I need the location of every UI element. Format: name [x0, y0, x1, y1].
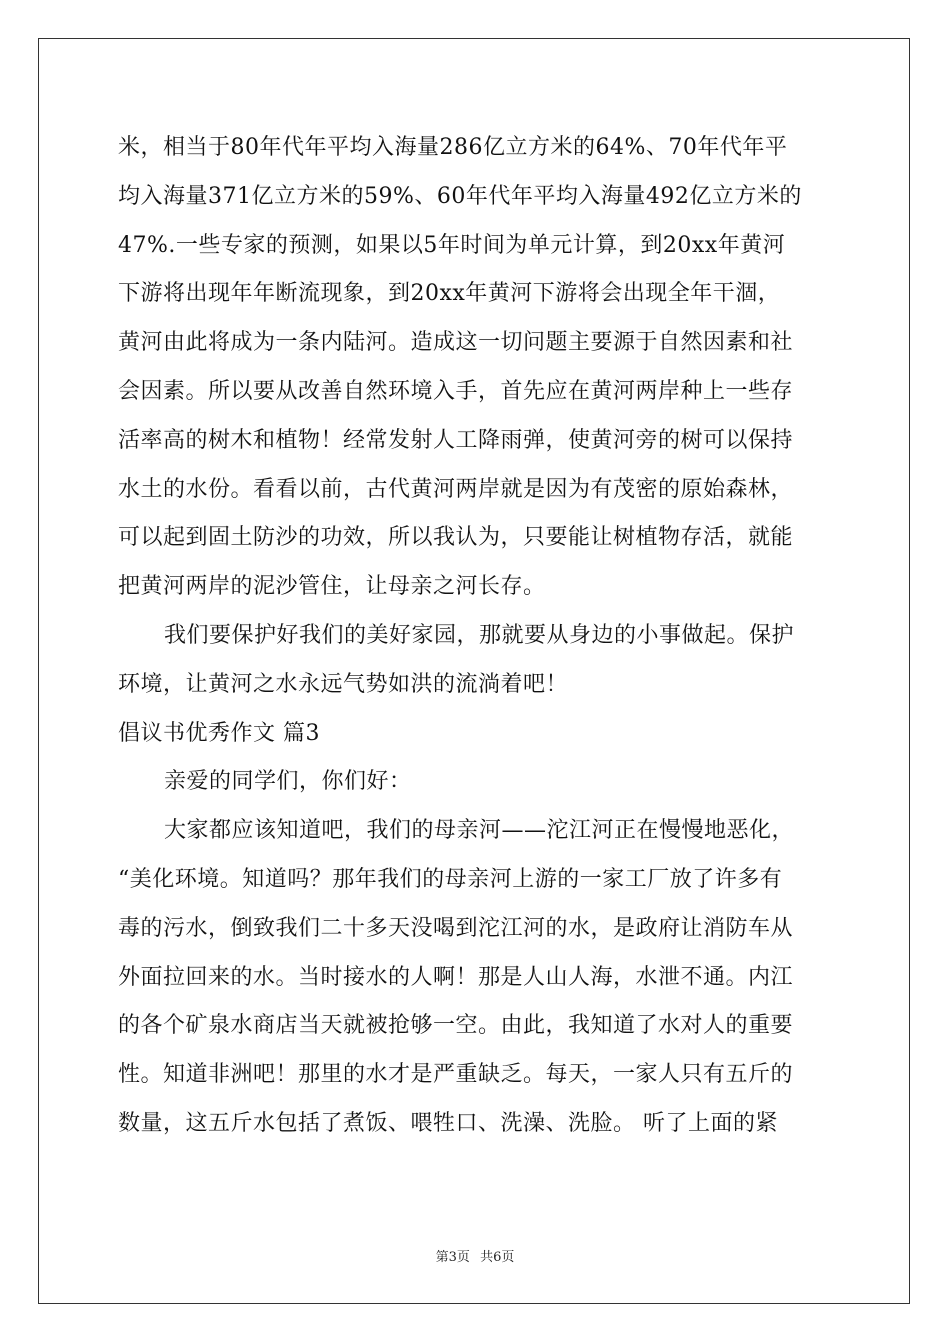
- text-line: 可以起到固土防沙的功效，所以我认为，只要能让树植物存活，就能: [118, 525, 794, 551]
- paragraph-protect-home: [118, 612, 834, 710]
- text-line: 环境，让黄河之水永远气势如洪的流淌着吧！: [118, 671, 569, 697]
- text-line: 毒的污水，倒致我们二十多天没喝到沱江河的水，是政府让消防车从: [118, 915, 794, 941]
- paragraph-tuojiang-river: [118, 807, 834, 1149]
- text-line: 把黄河两岸的泥沙管住，让母亲之河长存。: [118, 574, 546, 600]
- current-page-number: 第3页: [435, 1250, 470, 1265]
- section-heading: 倡议书优秀作文 篇3: [118, 720, 320, 746]
- text-line: 大家都应该知道吧，我们的母亲河——沱江河正在慢慢地恶化，: [164, 818, 795, 844]
- text-line: 活率高的树木和植物！经常发射人工降雨弹，使黄河旁的树可以保持: [118, 427, 794, 453]
- text-line: 下游将出现年年断流现象，到20xx年黄河下游将会出现全年干涸，: [118, 281, 781, 307]
- text-line: 性。知道非洲吧！那里的水才是严重缺乏。每天，一家人只有五斤的: [118, 1062, 794, 1088]
- greeting: 亲爱的同学们，你们好：: [164, 769, 412, 795]
- text-line: 数量，这五斤水包括了煮饭、喂牲口、洗澡、洗脸。 听了上面的紧: [118, 1110, 778, 1136]
- document-body: [118, 124, 834, 1149]
- total-pages: 共6页: [480, 1250, 515, 1265]
- text-line: 的各个矿泉水商店当天就被抢够一空。由此，我知道了水对人的重要: [118, 1013, 794, 1039]
- text-line: 均入海量371亿立方米的59%、60年代年平均入海量492亿立方米的: [118, 183, 802, 209]
- paragraph-yellow-river-continued: [118, 124, 834, 612]
- page-footer: [0, 1246, 950, 1265]
- text-line: 水土的水份。看看以前，古代黄河两岸就是因为有茂密的原始森林，: [118, 476, 794, 502]
- text-line: 黄河由此将成为一条内陆河。造成这一切问题主要源于自然因素和社: [118, 330, 794, 356]
- text-line: “美化环境。知道吗？那年我们的母亲河上游的一家工厂放了许多有: [118, 866, 783, 892]
- text-line: 我们要保护好我们的美好家园，那就要从身边的小事做起。保护: [164, 622, 795, 648]
- text-line: 米，相当于80年代年平均入海量286亿立方米的64%、70年代年平: [118, 135, 788, 160]
- text-line: 外面拉回来的水。当时接水的人啊！那是人山人海，水泄不通。内江: [118, 964, 794, 990]
- text-line: 会因素。所以要从改善自然环境入手，首先应在黄河两岸种上一些存: [118, 378, 794, 404]
- text-line: 47%.一些专家的预测，如果以5年时间为单元计算，到20xx年黄河: [118, 232, 786, 258]
